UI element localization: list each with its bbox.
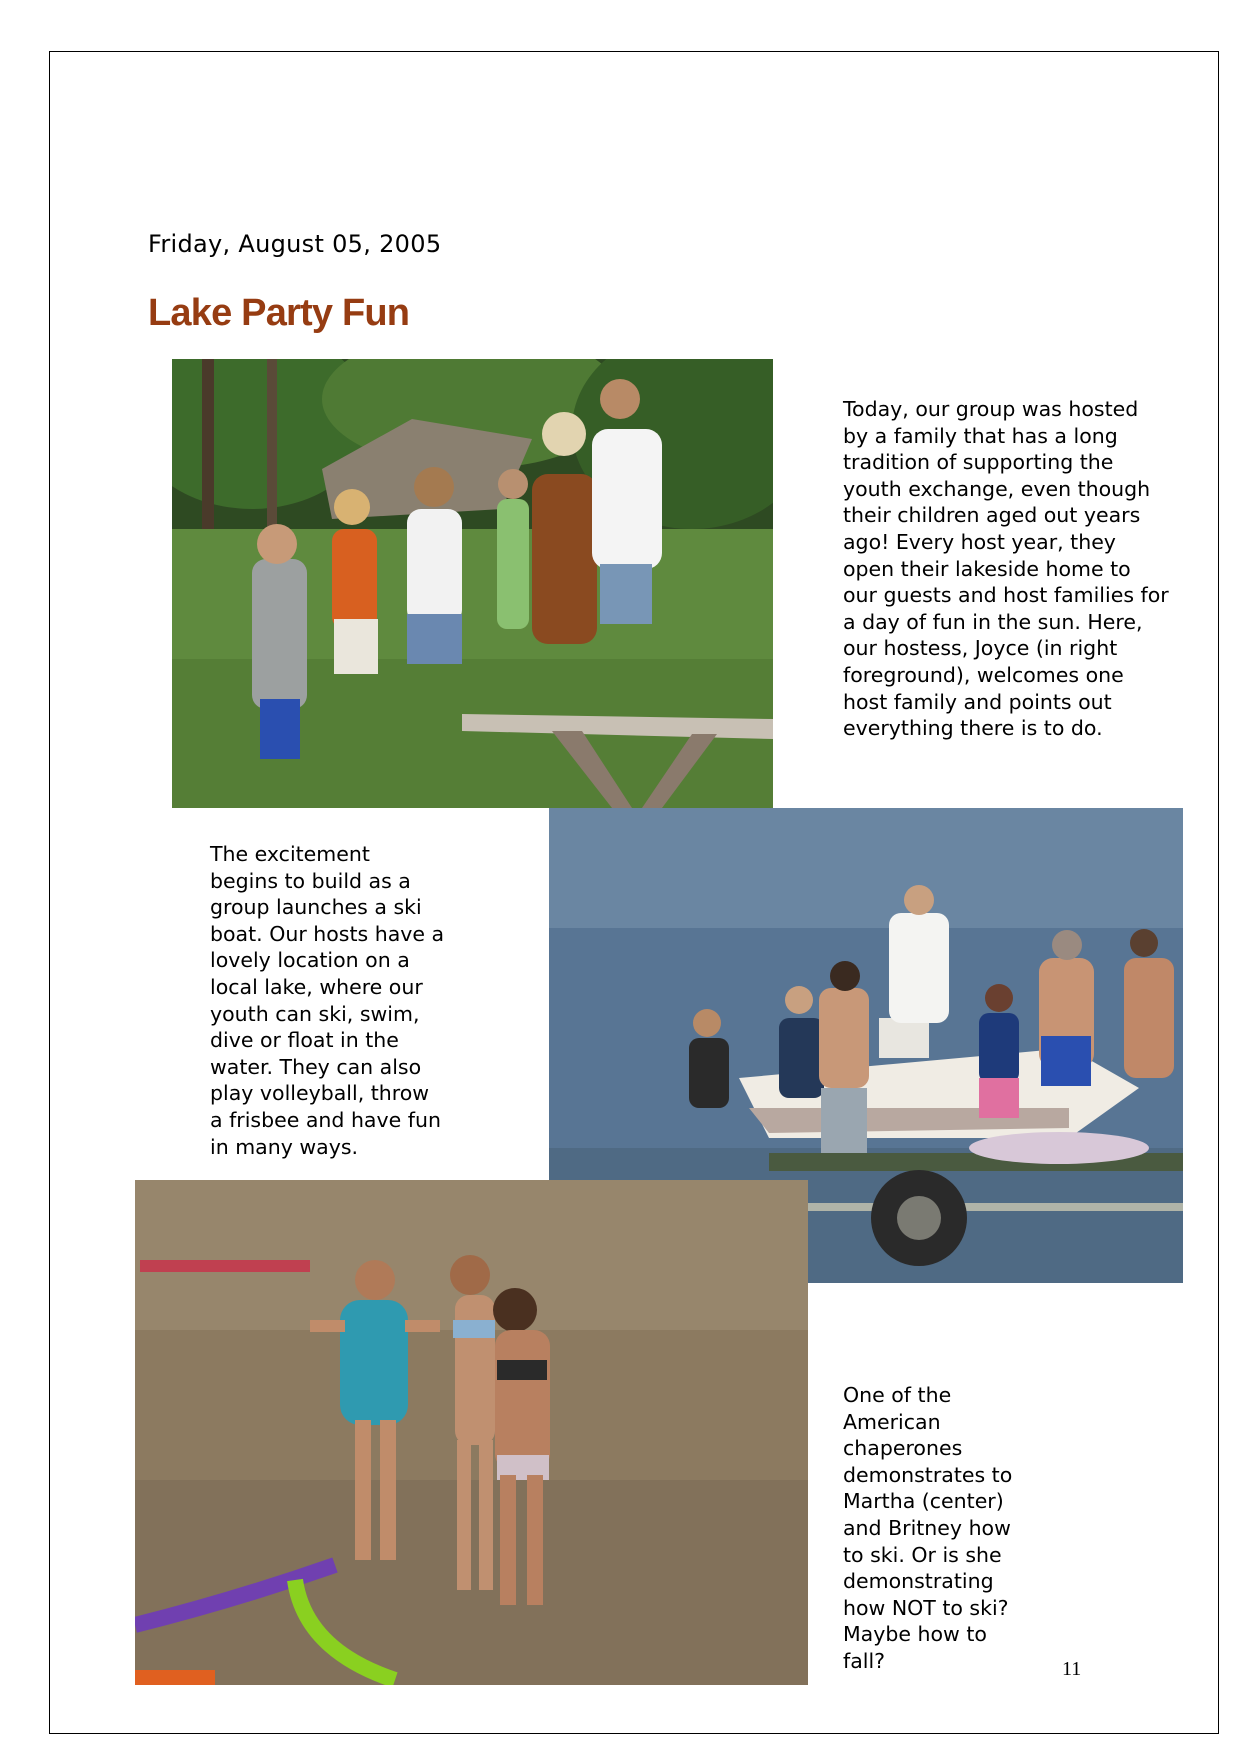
post-date: Friday, August 05, 2005 <box>148 230 442 258</box>
caption-host-family: Today, our group was hosted by a family that has a long tradition of supporting the youth exchange, even though their children aged out years ago! Every host year, they open their lakeside home to our guests and host families for a day of fun in the sun. Here, our hostess, Joyce (in right foreground), welcomes one host family and points out everything there is to do. <box>843 397 1169 741</box>
page-number: 11 <box>1062 1658 1082 1680</box>
post-title: Lake Party Fun <box>148 292 410 334</box>
photo-host-family-lawn <box>172 359 773 808</box>
photo-chaperone-beach <box>135 1180 808 1685</box>
caption-chaperone: One of the American chaperones demonstrates to Martha (center) and Britney how to ski. Or is she demonstrating how NOT to ski? Maybe how to fall? <box>843 1383 1013 1673</box>
caption-ski-boat: The excitement begins to build as a group launches a ski boat. Our hosts have a lovely location on a local lake, where our youth can ski, swim, dive or float in the water. They can also play volleyball, throw a frisbee and have fun in many ways. <box>210 842 445 1159</box>
